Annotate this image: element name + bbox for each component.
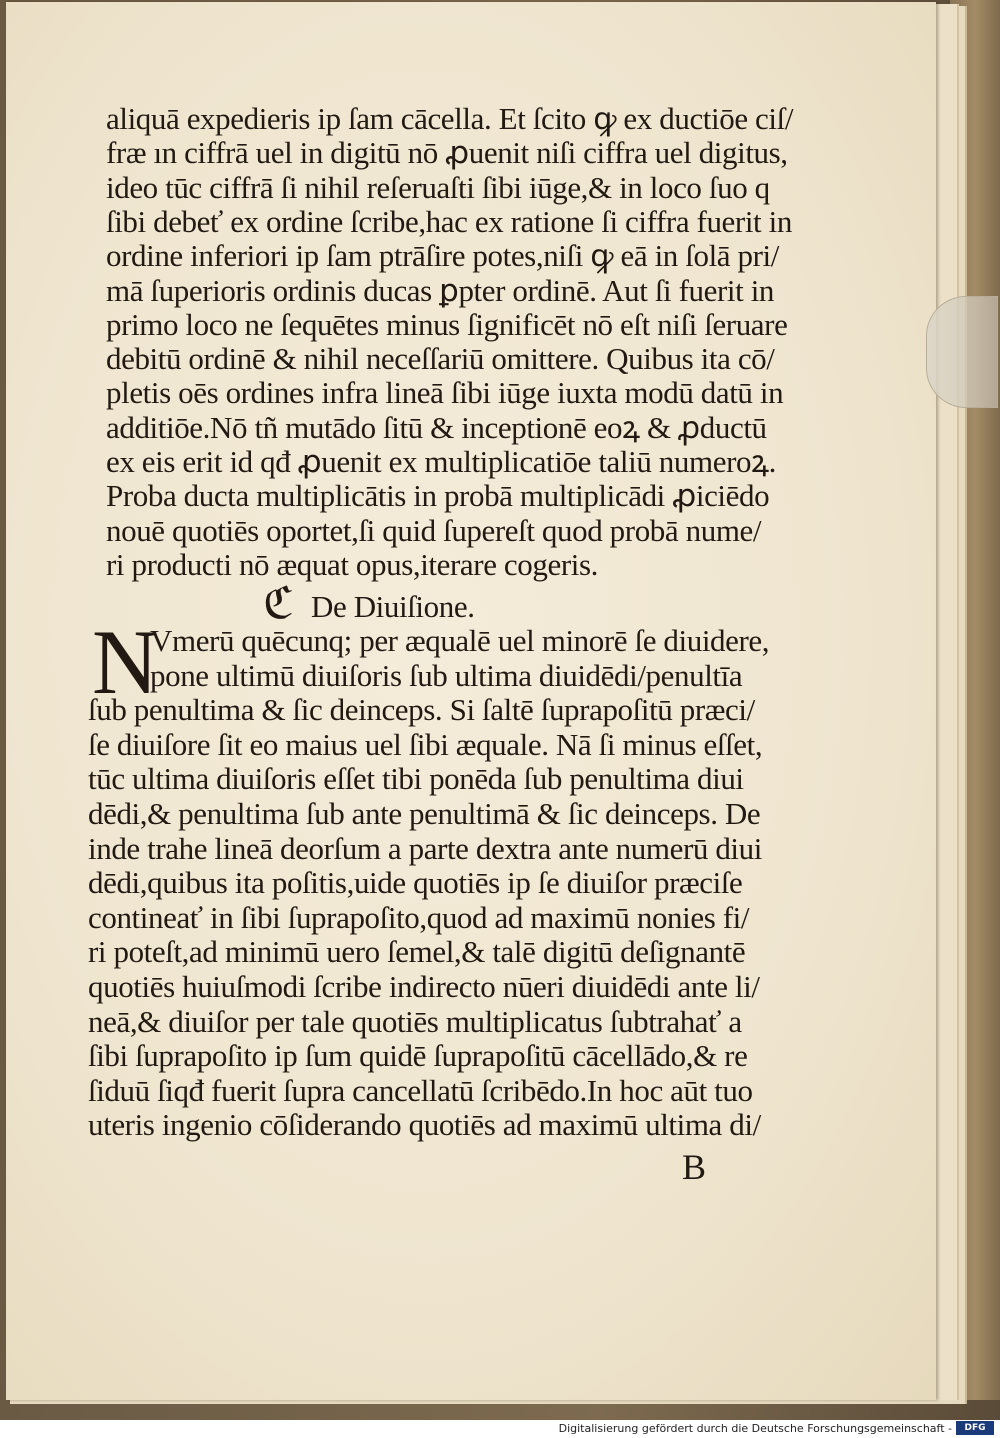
text-line: ſibi debeť ex ordine ſcribe,hac ex ratione ſi ciffra fuerit in [106, 203, 792, 239]
text-line: Proba ducta multiplicātis in probā multiplicādi ꝓiciēdo [106, 478, 770, 514]
page-text [6, 2, 936, 1400]
text-line: mā ſuperioris ordinis ducas ꝑpter ordinē. Aut ſi fuerit in [106, 272, 775, 308]
section-heading: De Diuiſione. [311, 589, 475, 624]
funding-credit: Digitalisierung gefördert durch die Deutsche Forschungsgemeinschaft - [558, 1422, 952, 1435]
text-line: ſe diuiſore ſit eo maius uel ſibi æquale. Nā ſi minus eſſet, [88, 726, 763, 762]
text-line: quotiēs huiuſmodi ſcribe indirecto nūeri diuidēdi ante li/ [88, 969, 760, 1004]
text-line: ideo tūc ciffrā ſi nihil reſeruaſti ſibi iūge,& in loco ſuo q [106, 169, 770, 205]
dfg-logo: DFG [956, 1421, 994, 1435]
text-line: primo loco ne ſequētes minus ſignificēt nō eſt niſi ſeruare [106, 306, 788, 342]
text-line: ſibi ſuprapoſito ip ſum quidē ſuprapoſitū cācellādo,& re [88, 1038, 748, 1074]
text-line: contineať in ſibi ſuprapoſito,quod ad maximū nonies fi/ [88, 899, 750, 935]
text-line: ſiduū ſiqđ fuerit ſupra cancellatū ſcribēdo.In hoc aūt tuo [88, 1072, 753, 1108]
drop-cap-initial: N [92, 611, 159, 713]
text-line: tūc ultima diuiſoris eſſet tibi ponēda ſub penultima diui [88, 761, 744, 797]
text-line: debitū ordinē & nihil neceſſariū omittere. Quibus ita cō/ [106, 341, 775, 377]
text-line: ſub penultima & ſic deinceps. Si ſaltē ſuprapoſitū præci/ [88, 692, 755, 728]
text-line: ri producti nō æquat opus,iterare cogeris. [106, 546, 598, 582]
text-line: ri poteſt,ad minimū uero ſemel,& talē digitū deſignantē [88, 934, 746, 970]
text-line: pletis oēs ordines infra lineā ſibi iūge iuxta modū datū in [106, 375, 784, 411]
text-line: inde trahe lineā deorſum a parte dextra ante numerū diui [88, 830, 762, 866]
text-line: nouē quotiēs oportet,ſi quid ſupereſt quod probā nume/ [106, 512, 762, 548]
text-line: uteris ingenio cōſiderando quotiēs ad maximū ultima di/ [88, 1107, 761, 1143]
text-line: additiōe.Nō tñ mutādo ſitū & inceptionē eoꝝ & ꝓductū [106, 409, 767, 445]
text-line: dēdi,quibus ita poſitis,uide quotiēs ip ſe diuiſor præciſe [88, 865, 743, 901]
text-line: pone ultimū diuiſoris ſub ultima diuidēdi/penultīa [150, 657, 743, 693]
text-line: fræ ın ciffrā uel in digitū nō ꝓuenit niſi ciffra uel digitus, [106, 135, 788, 171]
text-line: ordine inferiori ip ſam ptrāſire potes,niſi ꝙ eā in ſolā pri/ [106, 238, 779, 274]
text-line: ex eis erit id qđ ꝓuenit ex multiplicatiōe taliū numeroꝝ. [106, 444, 776, 479]
text-line: Vmerū quēcunq; per æqualē uel minorē ſe diuidere, [150, 623, 770, 658]
book-page [6, 2, 936, 1400]
paragraph-mark-icon: ℭ [263, 579, 294, 628]
signature-mark: B [682, 1147, 706, 1187]
text-line: neā,& diuiſor per tale quotiēs multiplicatus ſubtrahať a [88, 1003, 742, 1039]
bookmark-clip [926, 296, 998, 408]
text-line: dēdi,& penultima ſub ante penultimā & ſic deinceps. De [88, 796, 761, 831]
text-line: aliquā expedieris ip ſam cācella. Et ſcito ꝙ ex ductiōe ciſ/ [106, 101, 794, 136]
